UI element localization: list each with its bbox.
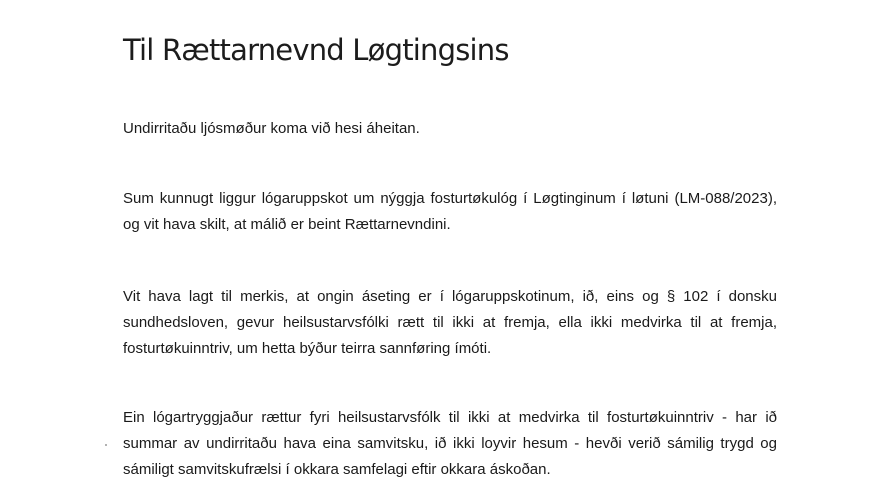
- paragraph-intro: Undirritaðu ljósmøður koma við hesi áheitan.: [123, 120, 420, 137]
- scan-speck: [105, 444, 107, 446]
- paragraph-conscience-clause: Vit hava lagt til merkis, at ongin áseting er í lógaruppskotinum, ið, eins og § 102 í donsku sundhedsloven, gevur heilsustarvsfólki rætt til ikki at fremja, ella ikki medvirka til at fremja, fosturtøkuinntriv, um hetta býður teirra sannføring ímóti.: [123, 288, 777, 357]
- paragraph-right-request: Ein lógartryggjaður rættur fyri heilsustarvsfólk til ikki at medvirka til fosturtøkuinntriv - har ið summar av undirritaðu hava eina samvitsku, ið ikki loyvir hesum - hevði verið sámilig trygd og sámiligt samvitskufrælsi í okkara samfelagi eftir okkara áskoðan.: [123, 409, 777, 478]
- paragraph-bill-reference: Sum kunnugt liggur lógaruppskot um nýggja fosturtøkulóg í Løgtinginum í løtuni (LM-088/2023), og vit hava skilt, at málið er beint Rættarnevndini.: [123, 190, 777, 233]
- document-title: Til Rættarnevnd Løgtingsins: [123, 33, 509, 67]
